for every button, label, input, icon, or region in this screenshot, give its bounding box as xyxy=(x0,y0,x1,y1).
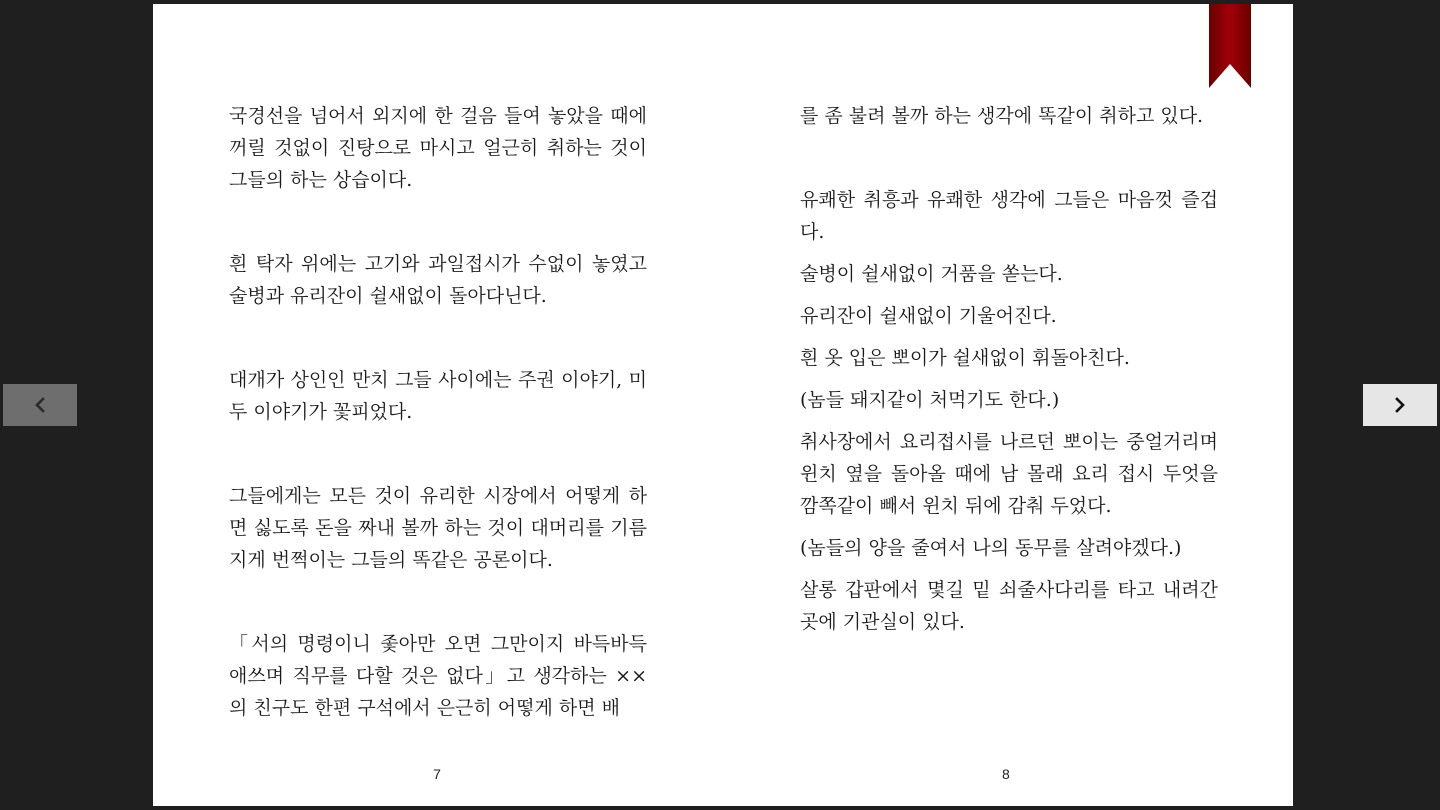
paragraph: 흰 옷 입은 뽀이가 쉴새없이 휘돌아친다. xyxy=(800,347,1130,369)
paragraph: 대개가 상인인 만치 그들 사이에는 주권 이야기, 미두 이야기가 꽃피었다. xyxy=(229,369,647,423)
book-spread xyxy=(153,4,1293,806)
paragraph: 국경선을 넘어서 외지에 한 걸음 들여 놓았을 때에 꺼릴 것없이 진탕으로 마시고 얼근히 취하는 것이 그들의 하는 상습이다. xyxy=(229,105,647,191)
next-page-button[interactable] xyxy=(1363,384,1437,426)
paragraph: 「서의 명령이니 좇아만 오면 그만이지 바득바득 애쓰며 직무를 다할 것은 없다」고 생각하는 ×× 의 친구도 한편 구석에서 은근히 어떻게 하면 배 xyxy=(229,633,647,719)
paragraph: 유쾌한 취흥과 유쾌한 생각에 그들은 마음껏 즐겁다. xyxy=(800,189,1218,243)
chevron-left-icon xyxy=(33,397,47,413)
paragraph: 흰 탁자 위에는 고기와 과일접시가 수없이 놓였고 술병과 유리잔이 쉴새없이 돌아다닌다. xyxy=(229,253,647,307)
paragraph: 를 좀 불려 볼까 하는 생각에 똑같이 취하고 있다. xyxy=(800,105,1204,127)
paragraph: 살롱 갑판에서 몇길 밑 쇠줄사다리를 타고 내려간 곳에 기관실이 있다. xyxy=(800,579,1218,633)
right-page-text xyxy=(800,100,1218,648)
page-number-right: 8 xyxy=(1002,766,1010,782)
paragraph: 취사장에서 요리접시를 나르던 뽀이는 중얼거리며 윈치 옆을 돌아올 때에 남 몰래 요리 접시 두엇을 깜쪽같이 빼서 윈치 뒤에 감춰 두었다. xyxy=(800,431,1218,517)
left-page-text xyxy=(229,100,647,776)
paragraph: 그들에게는 모든 것이 유리한 시장에서 어떻게 하면 싫도록 돈을 짜내 볼까 하는 것이 대머리를 기름지게 번쩍이는 그들의 똑같은 공론이다. xyxy=(229,485,647,571)
previous-page-button[interactable] xyxy=(3,384,77,426)
paragraph: (놈들의 양을 줄여서 나의 동무를 살려야겠다.) xyxy=(800,537,1182,559)
paragraph: 유리잔이 쉴새없이 기울어진다. xyxy=(800,305,1057,327)
right-page xyxy=(723,4,1293,806)
bookmark-ribbon-icon[interactable] xyxy=(1209,4,1251,88)
left-page xyxy=(153,4,723,806)
paragraph: (놈들 돼지같이 처먹기도 한다.) xyxy=(800,389,1060,411)
page-number-left: 7 xyxy=(433,766,441,782)
chevron-right-icon xyxy=(1393,397,1407,413)
paragraph: 술병이 쉴새없이 거품을 쏟는다. xyxy=(800,263,1063,285)
